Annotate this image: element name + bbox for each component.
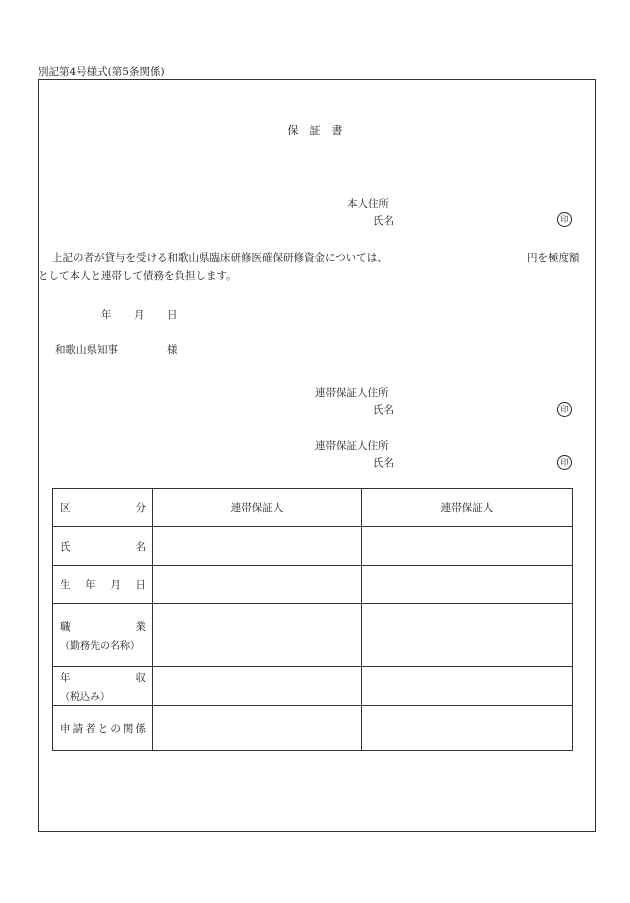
form-header: 別記第4号様式(第5条関係) [38,66,165,78]
table-header-row [53,489,573,527]
document-title: 保 証 書 [287,124,343,137]
row-label-relationship [53,706,153,751]
table-row-name [53,527,573,566]
body-line2: として本人と連帯して債務を負担します。 [38,270,237,282]
label-char: 職 [60,620,71,633]
table-row-birthdate [53,566,573,604]
date-day-label: 日 [167,309,178,321]
label-char: 申 [60,722,71,735]
applicant-name-label: 氏名 [373,215,394,227]
seal-icon: 印 [557,402,572,417]
guarantor2-relationship-value[interactable] [362,706,573,751]
label-char: の [110,722,121,735]
row-label-occupation [53,604,153,667]
body-line1: 上記の者が貸与を受ける和歌山県臨床研修医確保研修資金については、 [52,252,388,264]
guarantor2-birthdate-value[interactable] [362,566,573,604]
label-char: 年 [60,671,71,684]
seal-icon: 印 [557,212,572,227]
guarantor2-name-value[interactable] [362,527,573,566]
addressee-honorific: 様 [167,344,178,356]
guarantor1-name-label: 氏名 [373,404,394,416]
table-row-relationship [53,706,573,751]
label-char: 氏 [60,540,71,553]
label-char: 名 [135,540,146,553]
label-char: 収 [135,671,146,684]
body-line1-amount-suffix: 円を極度額 [527,252,580,264]
label-char: と [97,722,109,735]
label-char: 請 [72,722,84,735]
guarantor2-income-value[interactable] [362,667,573,706]
table-row-occupation [53,604,573,667]
guarantor2-header-cell: 連帯保証人 [362,489,573,527]
guarantor1-name-value[interactable] [153,527,362,566]
label-char: 関 [122,722,134,735]
date-year-label: 年 [101,309,112,321]
guarantor2-address-label: 連帯保証人住所 [315,440,389,452]
row-label-income [53,667,153,706]
occupation-sublabel: （勤務先の名称） [60,640,140,652]
guarantor1-address-label: 連帯保証人住所 [315,387,389,399]
guarantor1-occupation-value[interactable] [153,604,362,667]
row-label-birthdate [53,566,153,604]
row-label-name [53,527,153,566]
guarantor2-name-label: 氏名 [373,457,394,469]
label-char: 業 [135,620,146,633]
guarantor1-birthdate-value[interactable] [153,566,362,604]
applicant-address-label: 本人住所 [347,198,389,210]
guarantor1-header-cell: 連帯保証人 [153,489,362,527]
table-row-income [53,667,573,706]
category-header-cell [53,489,153,527]
label-char: 者 [85,722,96,735]
guarantor-info-table [52,488,573,751]
income-sublabel: （税込み） [60,691,110,703]
label-char: 生 [60,579,71,591]
label-char: 年 [85,579,96,591]
guarantor2-occupation-value[interactable] [362,604,573,667]
label-char: 月 [110,579,121,591]
guarantor1-relationship-value[interactable] [153,706,362,751]
seal-icon: 印 [557,455,572,470]
date-month-label: 月 [134,309,145,321]
label-char: 係 [135,722,146,735]
label-char: 日 [135,579,146,591]
addressee-name: 和歌山県知事 [55,344,118,356]
label-char: 区 [60,502,71,514]
guarantor1-income-value[interactable] [153,667,362,706]
label-char: 分 [135,502,146,514]
